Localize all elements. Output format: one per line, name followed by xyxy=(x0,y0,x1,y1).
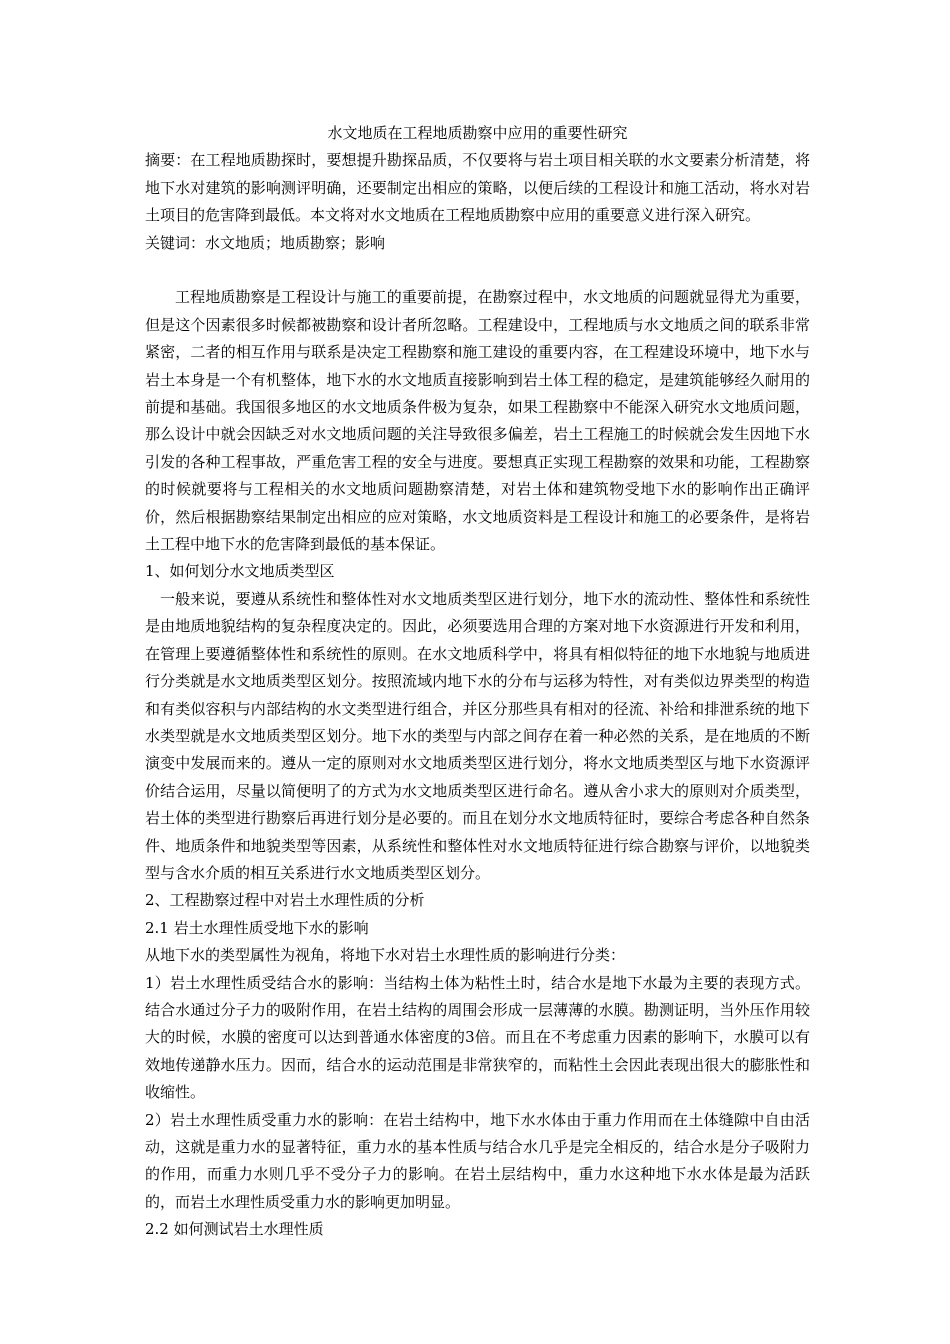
document-title: 水文地质在工程地质勘察中应用的重要性研究 xyxy=(327,124,628,142)
intro-paragraph: 工程地质勘察是工程设计与施工的重要前提，在勘察过程中，水文地质的问题就显得尤为重要，但是这个因素很多时候都被勘察和设计者所忽略。工程建设中，工程地质与水文地质之间的联系非常紧密，二者的相互作用与联系是决定工程勘察和施工建设的重要内容，在工程建设环境中，地下水与岩土本身是一个有机整体，地下水的水文地质直接影响到岩土体工程的稳定，是建筑能够经久耐用的前提和基础。我国很多地区的水文地质条件极为复杂，如果工程勘察中不能深入研究水文地质问题，那么设计中就会因缺乏对水文地质问题的关注导致很多偏差，岩土工程施工的时候就会发生因地下水引发的各种工程事故，严重危害工程的安全与进度。要想真正实现工程勘察的效果和功能，工程勘察的时候就要将与工程相关的水文地质问题勘察清楚，对岩土体和建筑物受地下水的影响作出正确评价，然后根据勘察结果制定出相应的应对策略，水文地质资料是工程设计和施工的必要条件，是将岩土工程中地下水的危害降到最低的基本保证。 xyxy=(145,288,810,554)
section2-2-heading: 2.2 如何测试岩土水理性质 xyxy=(145,1220,324,1239)
keywords-line: 关键词：水文地质；地质勘察；影响 xyxy=(145,233,386,252)
section1-heading: 1、如何划分水文地质类型区 xyxy=(145,562,335,581)
document-page xyxy=(145,120,810,1244)
abstract-paragraph: 摘要：在工程地质勘探时，要想提升勘探品质，不仅要将与岩土项目相关联的水文要素分析清楚，将地下水对建筑的影响测评明确，还要制定出相应的策略，以便后续的工程设计和施工活动，将水对岩土项目的危害降到最低。本文将对水文地质在工程地质勘察中应用的重要意义进行深入研究。 xyxy=(145,151,810,225)
list-item-2: 2）岩土水理性质受重力水的影响：在岩土结构中，地下水水体由于重力作用而在土体缝隙中自由活动，这就是重力水的显著特征，重力水的基本性质与结合水几乎是完全相反的，结合水是分子吸附力的作用，而重力水则几乎不受分子力的影响。在岩土层结构中，重力水这种地下水水体是最为活跃的，而岩土水理性质受重力水的影响更加明显。 xyxy=(145,1110,810,1211)
section2-1-lead: 从地下水的类型属性为视角，将地下水对岩土水理性质的影响进行分类： xyxy=(145,946,626,965)
section2-1-heading: 2.1 岩土水理性质受地下水的影响 xyxy=(145,918,369,937)
list-item-1: 1）岩土水理性质受结合水的影响：当结构土体为粘性土时，结合水是地下水最为主要的表现方式。结合水通过分子力的吸附作用，在岩土结构的周围会形成一层薄薄的水膜。勘测证明，当外压作用较大的时候，水膜的密度可以达到普通水体密度的3倍。而且在不考虑重力因素的影响下，水膜可以有效地传递静水压力。因而，结合水的运动范围是非常狭窄的，而粘性土会因此表现出很大的膨胀性和收缩性。 xyxy=(145,973,810,1102)
section1-paragraph: 一般来说，要遵从系统性和整体性对水文地质类型区进行划分，地下水的流动性、整体性和系统性是由地质地貌结构的复杂程度决定的。因此，必须要选用合理的方案对地下水资源进行开发和利用，在管理上要遵循整体性和系统性的原则。在水文地质科学中，将具有相似特征的地下水地貌与地质进行分类就是水文地质类型区划分。按照流域内地下水的分布与运移为特性，对有类似边界类型的构造和有类似容积与内部结构的水文类型进行组合，并区分那些具有相对的径流、补给和排泄系统的地下水类型就是水文地质类型区划分。地下水的类型与内部之间存在着一种必然的关系，是在地质的不断演变中发展而来的。遵从一定的原则对水文地质类型区进行划分，将水文地质类型区与地下水资源评价结合运用，尽量以简便明了的方式为水文地质类型区进行命名。遵从舍小求大的原则对介质类型，岩土体的类型进行勘察后再进行划分是必要的。而且在划分水文地质特征时，要综合考虑各种自然条件、地质条件和地貌类型等因素，从系统性和整体性对水文地质特征进行综合勘察与评价，以地貌类型与含水介质的相互关系进行水文地质类型区划分。 xyxy=(145,589,810,882)
blank-line xyxy=(145,257,810,284)
section2-heading: 2、工程勘察过程中对岩土水理性质的分析 xyxy=(145,891,425,910)
